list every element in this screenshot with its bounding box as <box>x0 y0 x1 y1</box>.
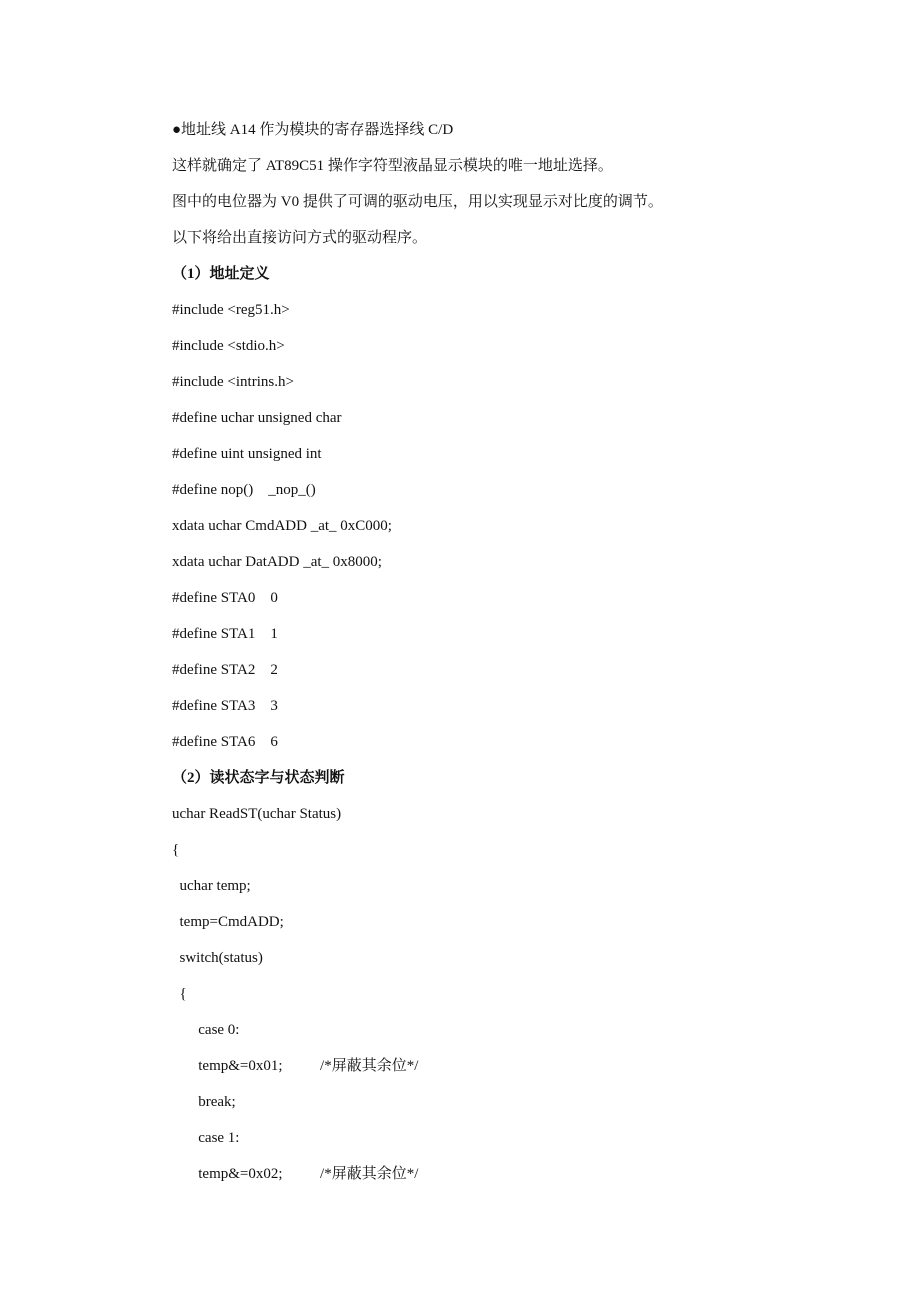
code-line: #define STA2 2 <box>172 662 278 678</box>
intro-line-1: ●地址线 A14 作为模块的寄存器选择线 C/D <box>172 122 454 138</box>
code-line: #define nop() _nop_() <box>172 482 316 498</box>
code-line: uchar temp; <box>172 878 251 894</box>
code-line: temp&=0x02; /*屏蔽其余位*/ <box>172 1166 419 1182</box>
code-line: temp&=0x01; /*屏蔽其余位*/ <box>172 1058 419 1074</box>
code-line: #define STA1 1 <box>172 626 278 642</box>
code-line: case 1: <box>172 1130 240 1146</box>
code-line: #define STA0 0 <box>172 590 278 606</box>
code-line: #define STA6 6 <box>172 734 278 750</box>
intro-line-4: 以下将给出直接访问方式的驱动程序。 <box>172 230 428 246</box>
code-line: #define uchar unsigned char <box>172 410 342 426</box>
code-line: { <box>172 986 187 1002</box>
code-line: uchar ReadST(uchar Status) <box>172 806 342 822</box>
code-line: #define uint unsigned int <box>172 446 322 462</box>
code-line: { <box>172 842 180 858</box>
code-line: switch(status) <box>172 950 263 966</box>
code-line: #include <stdio.h> <box>172 338 285 354</box>
code-line: #include <reg51.h> <box>172 302 290 318</box>
code-line: case 0: <box>172 1022 240 1038</box>
code-line: temp=CmdADD; <box>172 914 284 930</box>
code-line: break; <box>172 1094 236 1110</box>
code-line: #define STA3 3 <box>172 698 278 714</box>
intro-line-3: 图中的电位器为 V0 提供了可调的驱动电压，用以实现显示对比度的调节。 <box>172 194 663 210</box>
code-line: xdata uchar DatADD _at_ 0x8000; <box>172 554 382 570</box>
section-1-heading: （1）地址定义 <box>172 266 270 282</box>
code-line: xdata uchar CmdADD _at_ 0xC000; <box>172 518 392 534</box>
code-line: #include <intrins.h> <box>172 374 294 390</box>
section-2-heading: （2）读状态字与状态判断 <box>172 770 345 786</box>
intro-line-2: 这样就确定了 AT89C51 操作字符型液晶显示模块的唯一地址选择。 <box>172 158 613 174</box>
